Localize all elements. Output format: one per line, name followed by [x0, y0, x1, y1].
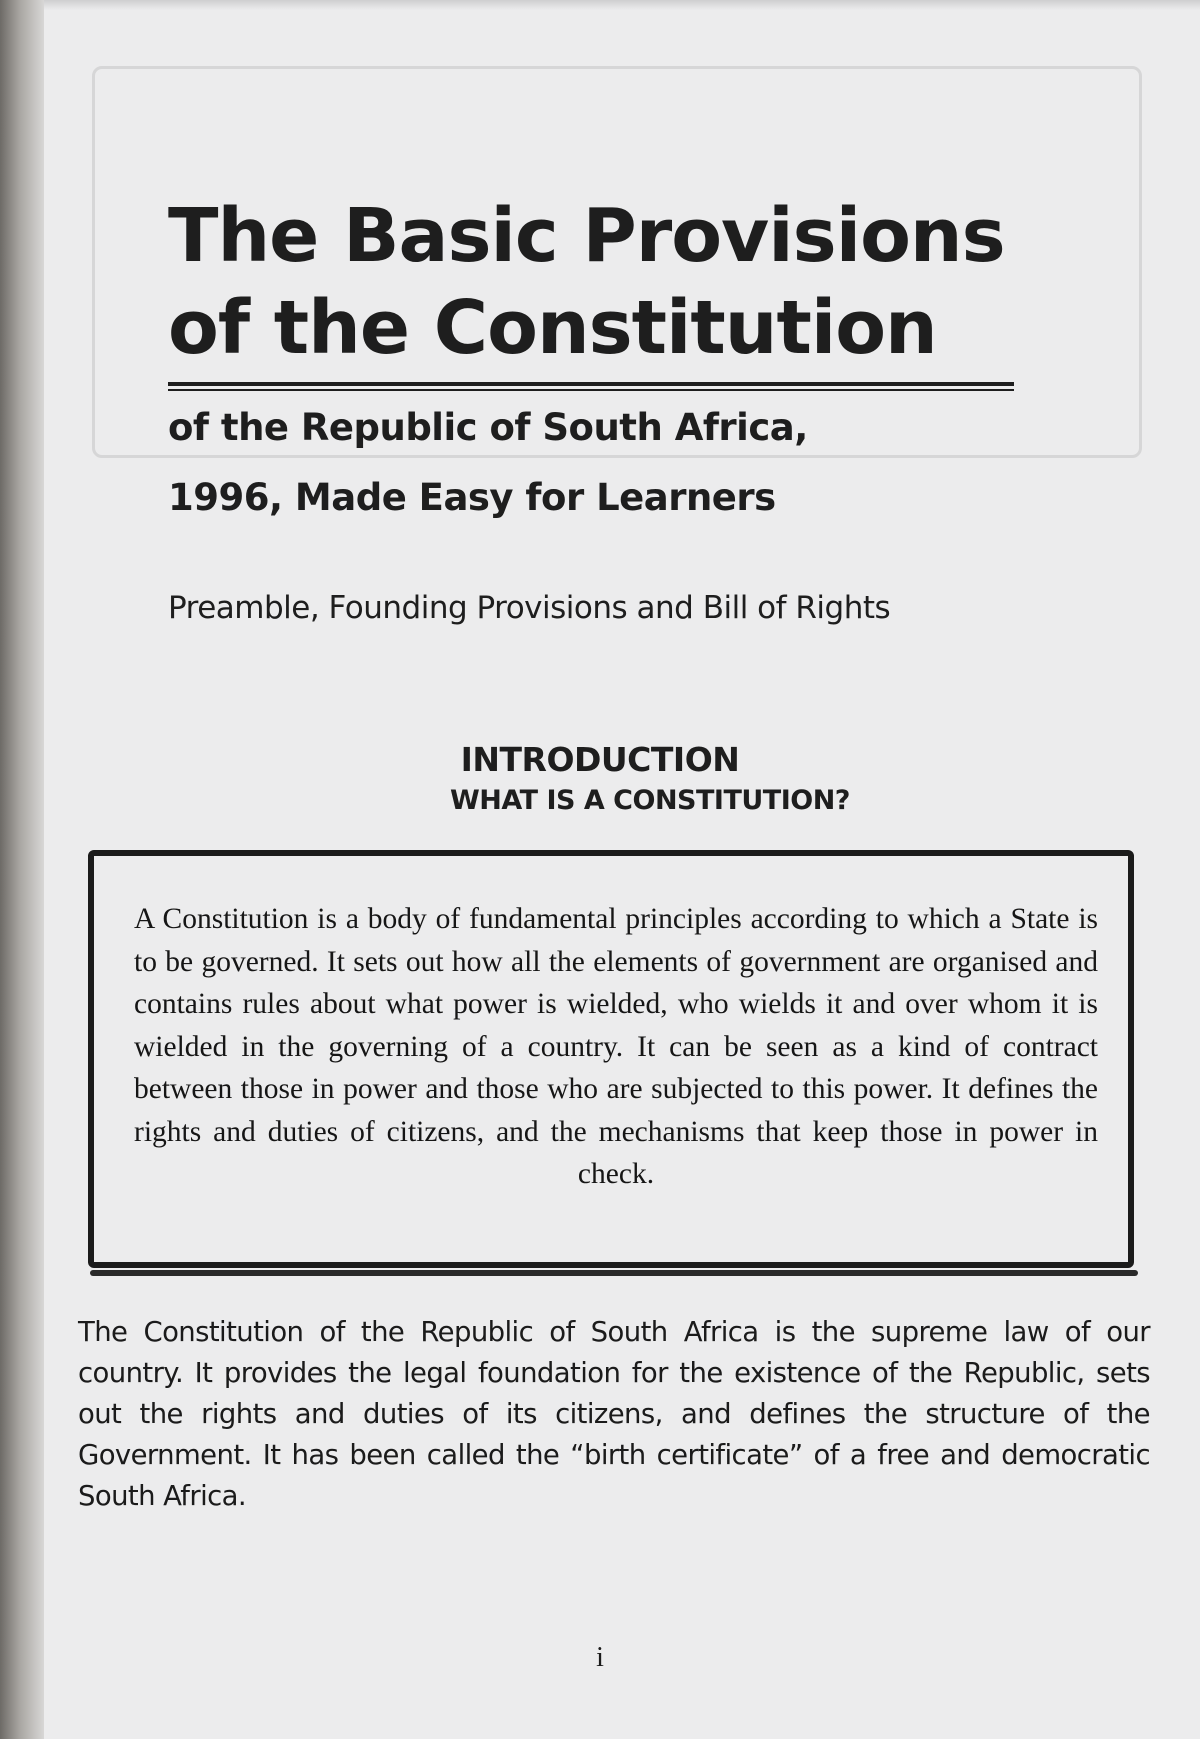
page-edge-shadow — [44, 0, 1200, 10]
title-line-1: The Basic Provisions — [168, 193, 1005, 279]
definition-box — [88, 850, 1134, 1268]
tagline: Preamble, Founding Provisions and Bill of Rights — [168, 590, 891, 626]
definition-text: A Constitution is a body of fundamental principles according to which a State is to be governed. It sets out how all the elements of government are organised and contains rules about what power is wielded, who wields it and over whom it is wielded in the governing of a country. It can be seen as a kind of contract between those in power and those who are subjected to this power. It defines the rights and duties of citizens, and the mechanisms that keep those in power in check. — [134, 903, 1098, 1190]
page-number: i — [596, 1642, 604, 1673]
title-block — [168, 190, 1028, 531]
subtitle-line-1: of the Republic of South Africa, — [168, 406, 808, 449]
body-paragraph: The Constitution of the Republic of South Africa is the supreme law of our country. It provides the legal foundation for the existence of the Republic, sets out the rights and duties of its citizens, and defines the structure of the Government. It has been called the “birth certificate” of a free and democratic South Africa. — [78, 1316, 1150, 1512]
title-rule-thin — [168, 389, 1014, 391]
title-line-2: of the Constitution — [168, 285, 937, 371]
intro-heading: INTRODUCTION — [460, 740, 740, 779]
title-rule-thick — [168, 382, 1014, 386]
intro-subheading: WHAT IS A CONSTITUTION? — [450, 785, 850, 816]
subtitle-line-2: 1996, Made Easy for Learners — [168, 476, 776, 519]
book-spine — [0, 0, 44, 1739]
